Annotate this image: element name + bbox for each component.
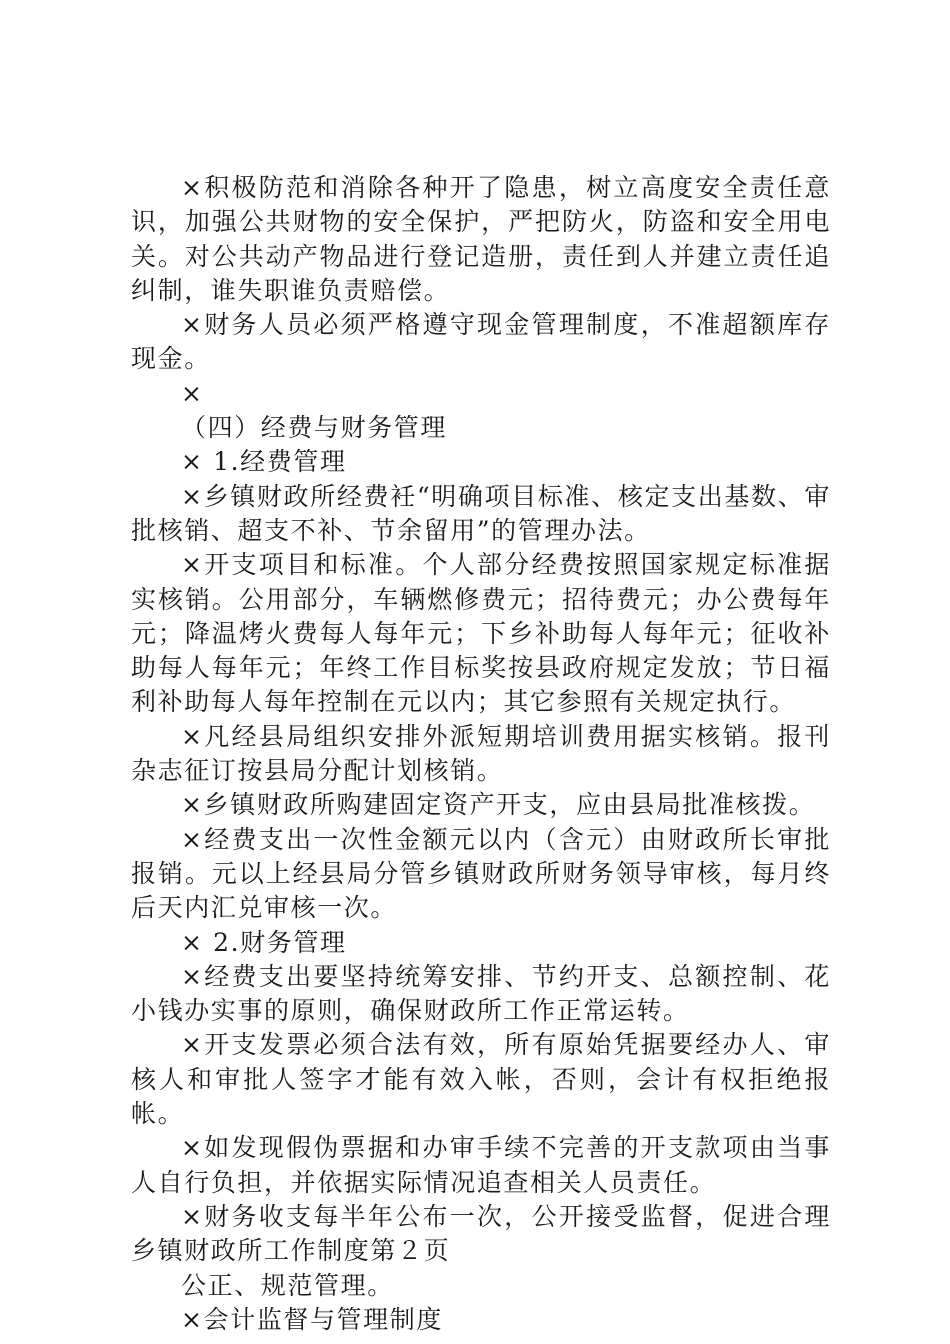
paragraph-public-disclosure: ×财务收支每半年公布一次，公开接受监督，促进合理乡镇财政所工作制度第２页 bbox=[131, 1201, 831, 1266]
paragraph-false-receipts: ×如发现假伪票据和办审手续不完善的开支款项由当事人自行负担，并依据实际情况追查相关人员责任。 bbox=[131, 1133, 831, 1197]
paragraph-expense-items: ×开支项目和标准。个人部分经费按照国家规定标准据实核销。公用部分，车辆燃修费元；招待费元；办公费每年元；降温烤火费每人每年元；下乡补助每人每年元；征收补助每人每年元；年终工作目标奖按县政府规定发放；节日福利补助每人每年控制在元以内；其它参照有关规定执行。 bbox=[131, 550, 831, 717]
paragraph-training-costs: ×凡经县局组织安排外派短期培训费用据实核销。报刊杂志征订按县局分配计划核销。 bbox=[131, 721, 831, 786]
subheading-funding-management: × 1.经费管理 bbox=[181, 447, 347, 477]
paragraph-funding-method: ×乡镇财政所经费衽“明确项目标准、核定支出基数、审批核销、超支不补、节余留用”的管理办法。 bbox=[131, 481, 831, 545]
paragraph-spending-principles: ×经费支出要坚持统筹安排、节约开支、总额控制、花小钱办实事的原则，确保财政所工作正常运转。 bbox=[131, 961, 831, 1026]
paragraph-cash-management: ×财务人员必须严格遵守现金管理制度，不准超额库存现金。 bbox=[131, 310, 831, 374]
paragraph-fixed-assets: ×乡镇财政所购建固定资产开支，应由县局批准核拨。 bbox=[181, 790, 816, 820]
subheading-financial-management: × 2.财务管理 bbox=[181, 927, 347, 957]
paragraph-safety-measures: ×积极防范和消除各种开了隐患，树立高度安全责任意识，加强公共财物的安全保护，严把防火，防盗和安全用电关。对公共动产物品进行登记造册，责任到人并建立责任追纠制，谁失职谁负责赔偿。 bbox=[131, 173, 831, 305]
section-heading-funding-finance: （四）经费与财务管理 bbox=[181, 413, 448, 443]
paragraph-invoice-rules: ×开支发票必须合法有效，所有原始凭据要经办人、审核人和审批人签字才能有效入帐，否则，会计有权拒绝报帐。 bbox=[131, 1030, 831, 1129]
paragraph-marker: × bbox=[181, 378, 204, 408]
paragraph-accounting-supervision: ×会计监督与管理制度 bbox=[181, 1304, 443, 1334]
document-body bbox=[131, 171, 831, 1337]
paragraph-expense-approval: ×经费支出一次性金额元以内（含元）由财政所长审批报销。元以上经县局分管乡镇财政所财务领导审核，每月终后天内汇兑审核一次。 bbox=[131, 824, 831, 923]
paragraph-fair-management: 公正、规范管理。 bbox=[181, 1270, 394, 1300]
